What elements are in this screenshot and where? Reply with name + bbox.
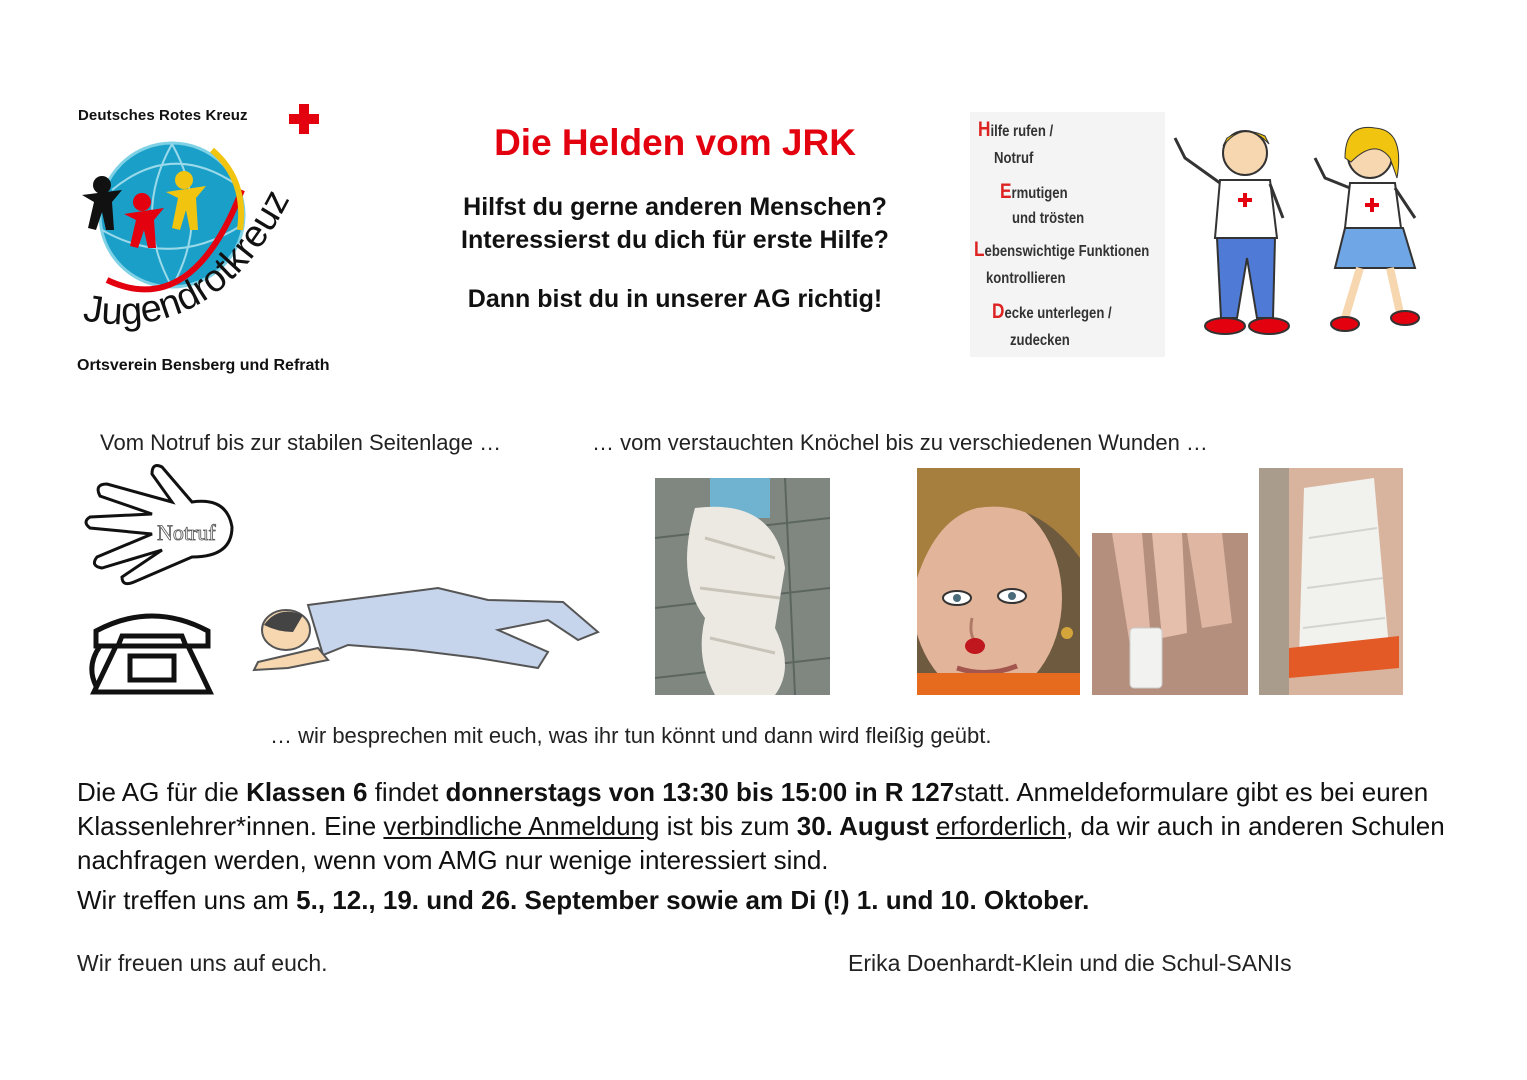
cartoon-heroes — [1165, 118, 1440, 353]
signature: Erika Doenhardt-Klein und die Schul-SANIs — [848, 950, 1292, 976]
held-acronym-card: Hilfe rufen / Notruf Ermutigen und trösten Lebenswichtige Funktionen kontrollieren Decke unterlegen / zudecken — [970, 112, 1165, 357]
schedule-label: donnerstags von 13:30 bis 15:00 in R 127 — [445, 777, 955, 807]
required-text: erforderlich — [935, 811, 1066, 841]
info-paragraph: Die AG für die Klassen 6 findet donnerstags von 13:30 bis 15:00 in R 127statt. Anmeldeformulare gibt es bei euren Klassenlehrer*innen. Eine verbindliche Anmeldung ist bis zum 30. August erforderlich, da wir auch in anderen Schulen nachfragen werden, wenn vom AMG nur wenige interessiert sind. — [77, 777, 1445, 875]
telephone-icon — [86, 606, 218, 698]
classes-label: Klassen 6 — [246, 777, 368, 807]
drk-name: Deutsches Rotes Kreuz — [78, 107, 248, 124]
registration-text: verbindliche Anmeldung — [383, 811, 660, 841]
wrist-bandage-photo — [1259, 468, 1403, 695]
closing-greeting: Wir freuen uns auf euch. — [77, 950, 328, 976]
nosebleed-photo — [917, 468, 1080, 695]
hint-left: Vom Notruf bis zur stabilen Seitenlage … — [100, 430, 502, 455]
call-to-action: Dann bist du in unserer AG richtig! — [467, 285, 883, 313]
question-2: Interessierst du dich für erste Hilfe? — [461, 226, 889, 254]
hand-icon — [82, 462, 237, 587]
hint-right: … vom verstauchten Knöchel bis zu verschiedenen Wunden … — [592, 430, 1208, 455]
meeting-dates: Wir treffen uns am 5., 12., 19. und 26. September sowie am Di (!) 1. und 10. Oktober. — [77, 885, 1090, 915]
finger-bandage-photo — [1092, 533, 1248, 695]
jrk-logo — [72, 130, 332, 355]
question-1: Hilfst du gerne anderen Menschen? — [463, 193, 887, 221]
deadline-label: 30. August — [796, 811, 929, 841]
page-title: Die Helden vom JRK — [494, 122, 856, 163]
notruf-text: Notruf — [157, 520, 216, 545]
ankle-bandage-photo — [655, 478, 830, 695]
ortsverein-label: Ortsverein Bensberg und Refrath — [77, 357, 330, 374]
recovery-position-figure — [248, 570, 608, 690]
logo-arc-text: Jugendrotkreuz — [80, 183, 298, 334]
hint-bottom: … wir besprechen mit euch, was ihr tun könnt und dann wird fleißig geübt. — [270, 723, 992, 748]
